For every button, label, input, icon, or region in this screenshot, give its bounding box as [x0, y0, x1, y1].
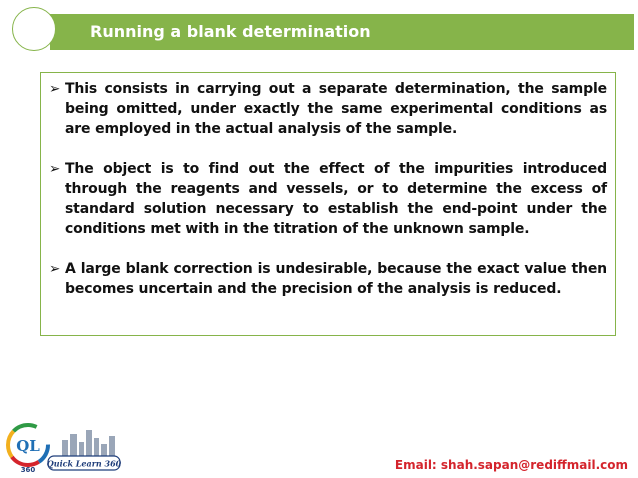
- footer-email: Email: shah.sapan@rediffmail.com: [394, 458, 628, 472]
- slide-title: Running a blank determination: [90, 22, 371, 41]
- bullet-text: This consists in carrying out a separate determination, the sample being omitted, under exactly the same experimental conditions as are employed in the actual analysis of the sample.: [65, 81, 607, 137]
- logo-360-mark: 360: [20, 466, 36, 474]
- quick-learn-360-logo: [4, 418, 122, 476]
- logo-text: Quick Learn 360: [46, 458, 122, 469]
- bullet-item: [49, 259, 607, 299]
- content-box: [40, 72, 616, 336]
- arrow-bullet-icon: ➢: [49, 261, 61, 277]
- bullet-item: [49, 159, 607, 239]
- bullet-item: [49, 79, 607, 139]
- bullet-text: A large blank correction is undesirable, because the exact value then becomes uncertain and the precision of the analysis is reduced.: [65, 261, 607, 297]
- logo-letters: QL: [16, 437, 40, 455]
- arrow-bullet-icon: ➢: [49, 81, 61, 97]
- bullet-text: The object is to find out the effect of the impurities introduced through the reagents and vessels, or to determine the excess of standard solution necessary to establish the end-point under the conditions met with in the titration of the unknown sample.: [65, 161, 607, 237]
- title-circle-decoration: [12, 7, 56, 51]
- arrow-bullet-icon: ➢: [49, 161, 61, 177]
